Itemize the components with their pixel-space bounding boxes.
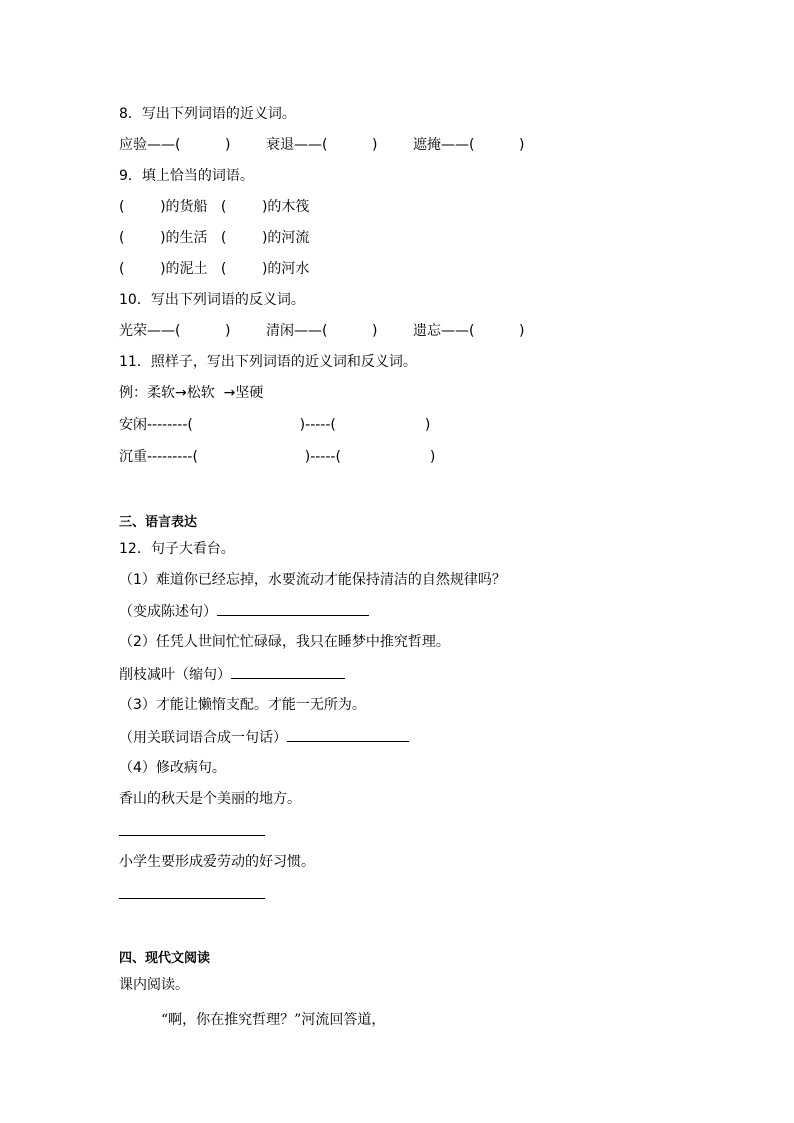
q12-s3-task [119, 727, 409, 748]
reading-intro: 课内阅读。 [119, 977, 189, 993]
q12-s3: （3）才能让懒惰支配。才能一无所为。 [119, 697, 366, 713]
answer-line-2[interactable] [119, 898, 265, 899]
reading-quote: “啊，你在推究哲理？”河流回答道， [161, 1012, 386, 1028]
q12-s3-task-label: （用关联词语合成一句话） [119, 730, 287, 746]
q8-row: 应验——( ) 衰退——( ) 遮掩——( ) [119, 137, 525, 153]
q11-row-1: 安闲--------( )-----( ) [119, 417, 431, 433]
q12-s2: （2）任凭人世间忙忙碌碌，我只在睡梦中推究哲理。 [119, 634, 450, 650]
q10-prompt: 10．写出下列词语的反义词。 [119, 292, 305, 308]
q9-row-3: ( )的泥土 ( )的河水 [119, 261, 310, 277]
q11-row-2: 沉重---------( )-----( ) [119, 449, 436, 465]
answer-blank-2[interactable] [231, 664, 345, 679]
answer-blank-3[interactable] [287, 727, 409, 742]
q8-prompt: 8．写出下列词语的近义词。 [119, 106, 296, 122]
q12-s4-b: 小学生要形成爱劳动的好习惯。 [119, 854, 315, 870]
q12-s4-a: 香山的秋天是个美丽的地方。 [119, 791, 301, 807]
q11-prompt: 11．照样子，写出下列词语的近义词和反义词。 [119, 354, 417, 370]
q10-row: 光荣——( ) 清闲——( ) 遗忘——( ) [119, 323, 525, 339]
q12-s1-task-label: （变成陈述句） [119, 604, 217, 620]
q12-s1-task [119, 601, 369, 622]
answer-blank-1[interactable] [217, 601, 369, 616]
answer-line-1[interactable] [119, 835, 265, 836]
q12-s4: （4）修改病句。 [119, 760, 226, 776]
q12-s1: （1）难道你已经忘掉，水要流动才能保持清洁的自然规律吗？ [119, 572, 506, 588]
q9-prompt: 9．填上恰当的词语。 [119, 168, 254, 184]
q9-row-1: ( )的货船 ( )的木筏 [119, 199, 310, 215]
section4-title: 四、现代文阅读 [119, 951, 211, 966]
q12-s2-task [119, 664, 345, 685]
section3-title: 三、语言表达 [119, 515, 198, 530]
q12-prompt: 12．句子大看台。 [119, 541, 235, 557]
q11-example: 例：柔软→松软 →坚硬 [119, 385, 264, 401]
q12-s2-task-label: 削枝减叶（缩句） [119, 667, 231, 683]
q9-row-2: ( )的生活 ( )的河流 [119, 230, 310, 246]
